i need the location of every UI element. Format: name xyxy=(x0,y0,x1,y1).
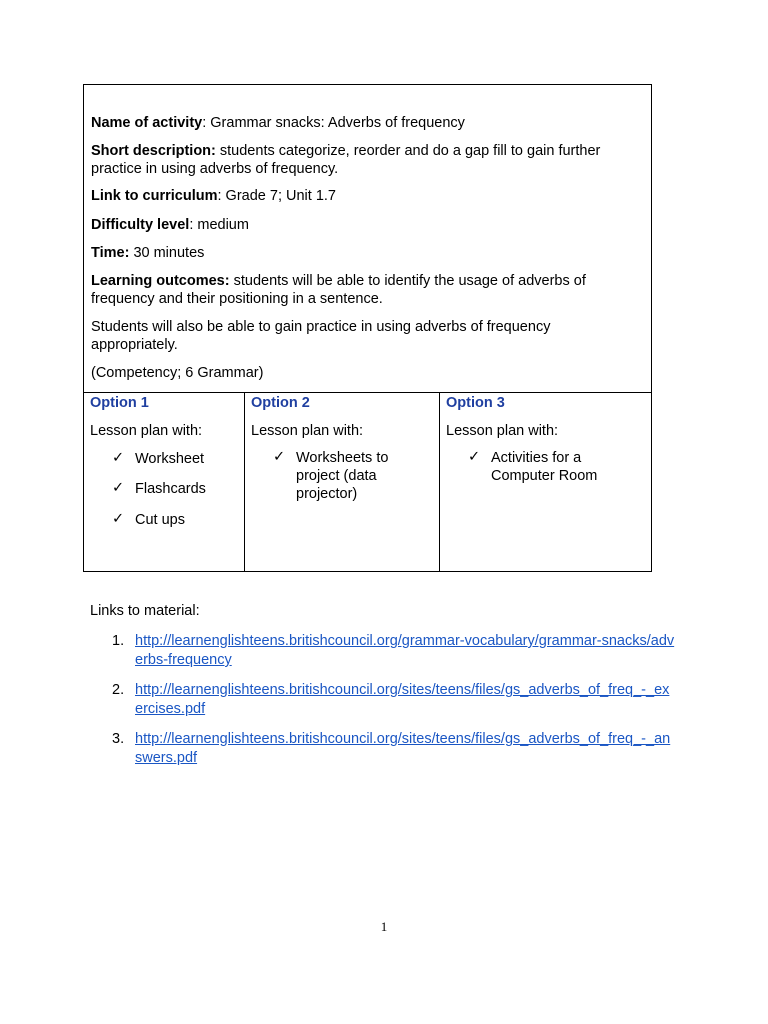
short-description xyxy=(91,142,641,178)
short-description-value: students categorize, reorder and do a gap fill to gain further practice in using adverbs of frequency. xyxy=(91,143,601,177)
activity-table xyxy=(83,84,652,572)
link-number: 2. xyxy=(112,682,125,698)
option-2-lesson-label: Lesson plan with: xyxy=(251,423,364,439)
material-link-1[interactable]: http://learnenglishteens.britishcouncil.org/grammar-vocabulary/grammar-snacks/adverbs-frequency xyxy=(135,633,675,668)
difficulty-level xyxy=(91,216,641,234)
time-label: Time: xyxy=(91,245,130,261)
learning-outcomes xyxy=(91,272,641,308)
option-3-title: Option 3 xyxy=(446,395,505,411)
time xyxy=(91,244,641,262)
checkmark-icon: ✓ xyxy=(112,480,125,496)
practice-text: Students will also be able to gain practice in using adverbs of frequency appropriately. xyxy=(91,319,551,353)
curriculum-link xyxy=(91,187,641,205)
option-3-item: Activities for a Computer Room xyxy=(491,450,598,484)
option-1-lesson-label: Lesson plan with: xyxy=(90,423,203,439)
checkmark-icon: ✓ xyxy=(112,511,125,527)
curriculum-value: : Grade 7; Unit 1.7 xyxy=(217,188,336,204)
learning-outcomes-label: Learning outcomes: xyxy=(91,273,230,289)
option-2-title: Option 2 xyxy=(251,395,310,411)
learning-outcomes-value: students will be able to identify the usage of adverbs of frequency and their positioning in a sentence. xyxy=(91,273,586,307)
curriculum-label: Link to curriculum xyxy=(91,188,218,204)
difficulty-value: : medium xyxy=(189,217,249,233)
activity-name-label: Name of activity xyxy=(91,115,203,131)
option-3-lesson-label: Lesson plan with: xyxy=(446,423,559,439)
checkmark-icon: ✓ xyxy=(112,450,125,466)
option-1-item: Flashcards xyxy=(135,481,206,497)
material-link-3[interactable]: http://learnenglishteens.britishcouncil.org/sites/teens/files/gs_adverbs_of_freq_-_answers.pdf xyxy=(135,731,671,766)
time-value: 30 minutes xyxy=(129,245,205,261)
short-description-label: Short description: xyxy=(91,143,216,159)
option-2-cell xyxy=(245,393,440,572)
material-link-2[interactable]: http://learnenglishteens.britishcouncil.org/sites/teens/files/gs_adverbs_of_freq_-_exercises.pdf xyxy=(135,682,670,717)
activity-details-cell xyxy=(84,85,651,393)
option-1-cell xyxy=(84,393,245,572)
checkmark-icon: ✓ xyxy=(468,449,481,465)
option-1-item: Cut ups xyxy=(135,512,185,528)
competency-text: (Competency; 6 Grammar) xyxy=(91,365,264,381)
link-number: 1. xyxy=(112,633,125,649)
link-number: 3. xyxy=(112,731,125,747)
option-3-cell xyxy=(440,393,651,572)
checkmark-icon: ✓ xyxy=(273,449,286,465)
activity-name-value: : Grammar snacks: Adverbs of frequency xyxy=(202,115,465,131)
page-number: 1 xyxy=(380,919,388,934)
activity-name xyxy=(91,114,641,132)
option-1-title: Option 1 xyxy=(90,395,149,411)
links-label: Links to material: xyxy=(90,603,200,619)
difficulty-label: Difficulty level xyxy=(91,217,190,233)
option-2-item: Worksheets to project (data projector) xyxy=(296,450,389,502)
option-1-item: Worksheet xyxy=(135,451,205,467)
